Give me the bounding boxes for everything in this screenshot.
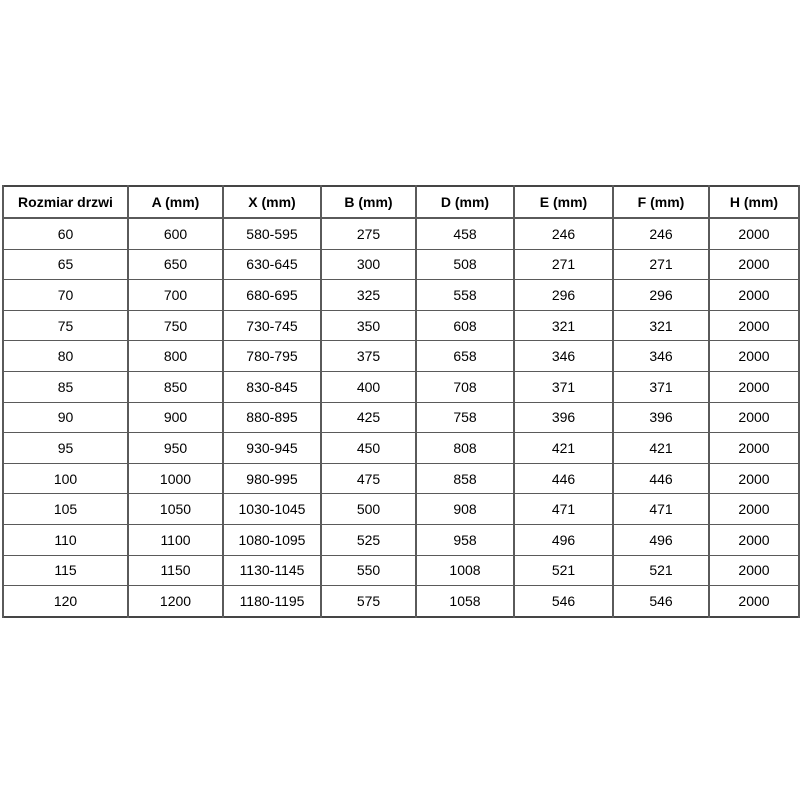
column-header: A (mm)	[128, 186, 223, 218]
table-cell: 346	[613, 341, 709, 372]
table-cell: 421	[613, 433, 709, 464]
table-cell: 900	[128, 402, 223, 433]
column-header: F (mm)	[613, 186, 709, 218]
table-row	[3, 371, 799, 402]
table-row	[3, 586, 799, 617]
table-cell: 325	[321, 280, 416, 311]
table-cell: 858	[416, 463, 514, 494]
table-header-row	[3, 186, 799, 218]
table-cell: 758	[416, 402, 514, 433]
table-row	[3, 341, 799, 372]
table-cell: 1008	[416, 555, 514, 586]
table-cell: 525	[321, 524, 416, 555]
table-cell: 371	[613, 371, 709, 402]
table-cell: 400	[321, 371, 416, 402]
table-cell: 300	[321, 249, 416, 280]
table-cell: 700	[128, 280, 223, 311]
table-cell: 1180-1195	[223, 586, 321, 617]
table-cell: 271	[613, 249, 709, 280]
column-header: E (mm)	[514, 186, 613, 218]
table-cell: 471	[613, 494, 709, 525]
table-row	[3, 402, 799, 433]
table-cell: 2000	[709, 494, 799, 525]
table-cell: 750	[128, 310, 223, 341]
column-header: Rozmiar drzwi	[3, 186, 128, 218]
table-cell: 75	[3, 310, 128, 341]
table-row	[3, 280, 799, 311]
table-cell: 425	[321, 402, 416, 433]
table-cell: 2000	[709, 371, 799, 402]
table-cell: 500	[321, 494, 416, 525]
column-header: H (mm)	[709, 186, 799, 218]
column-header: B (mm)	[321, 186, 416, 218]
table-cell: 808	[416, 433, 514, 464]
table-cell: 980-995	[223, 463, 321, 494]
table-cell: 2000	[709, 586, 799, 617]
table-cell: 450	[321, 433, 416, 464]
table-cell: 65	[3, 249, 128, 280]
table-cell: 2000	[709, 402, 799, 433]
table-cell: 850	[128, 371, 223, 402]
table-cell: 958	[416, 524, 514, 555]
door-size-table	[2, 185, 800, 618]
table-cell: 458	[416, 218, 514, 249]
table-cell: 600	[128, 218, 223, 249]
column-header: X (mm)	[223, 186, 321, 218]
table-cell: 930-945	[223, 433, 321, 464]
table-cell: 296	[613, 280, 709, 311]
table-row	[3, 310, 799, 341]
table-cell: 521	[613, 555, 709, 586]
table-cell: 246	[613, 218, 709, 249]
table-cell: 2000	[709, 524, 799, 555]
table-cell: 346	[514, 341, 613, 372]
table-cell: 2000	[709, 341, 799, 372]
table-cell: 730-745	[223, 310, 321, 341]
table-row	[3, 555, 799, 586]
table-cell: 830-845	[223, 371, 321, 402]
table-row	[3, 494, 799, 525]
table-cell: 950	[128, 433, 223, 464]
table-cell: 70	[3, 280, 128, 311]
table-body	[3, 218, 799, 617]
table-cell: 546	[514, 586, 613, 617]
table-cell: 271	[514, 249, 613, 280]
table-cell: 2000	[709, 310, 799, 341]
table-cell: 60	[3, 218, 128, 249]
table-cell: 2000	[709, 280, 799, 311]
table-cell: 546	[613, 586, 709, 617]
table-cell: 396	[514, 402, 613, 433]
table-cell: 1058	[416, 586, 514, 617]
table-cell: 496	[514, 524, 613, 555]
table-cell: 2000	[709, 249, 799, 280]
table-cell: 120	[3, 586, 128, 617]
table-row	[3, 433, 799, 464]
table-row	[3, 218, 799, 249]
table-cell: 446	[514, 463, 613, 494]
table-cell: 90	[3, 402, 128, 433]
table-cell: 296	[514, 280, 613, 311]
table-cell: 2000	[709, 433, 799, 464]
table-row	[3, 249, 799, 280]
column-header: D (mm)	[416, 186, 514, 218]
table-cell: 580-595	[223, 218, 321, 249]
table-cell: 658	[416, 341, 514, 372]
table-row	[3, 524, 799, 555]
table-cell: 630-645	[223, 249, 321, 280]
table-cell: 1000	[128, 463, 223, 494]
table-cell: 608	[416, 310, 514, 341]
table-cell: 371	[514, 371, 613, 402]
table-cell: 550	[321, 555, 416, 586]
table-cell: 508	[416, 249, 514, 280]
table-cell: 110	[3, 524, 128, 555]
table-cell: 650	[128, 249, 223, 280]
table-cell: 680-695	[223, 280, 321, 311]
table-cell: 2000	[709, 463, 799, 494]
table-cell: 780-795	[223, 341, 321, 372]
table-cell: 575	[321, 586, 416, 617]
table-header-row	[3, 186, 799, 218]
table-cell: 1080-1095	[223, 524, 321, 555]
table-cell: 350	[321, 310, 416, 341]
table-cell: 908	[416, 494, 514, 525]
table-cell: 880-895	[223, 402, 321, 433]
table-cell: 1030-1045	[223, 494, 321, 525]
table-cell: 1150	[128, 555, 223, 586]
table-cell: 496	[613, 524, 709, 555]
table-cell: 396	[613, 402, 709, 433]
table-cell: 85	[3, 371, 128, 402]
table-cell: 421	[514, 433, 613, 464]
table-cell: 115	[3, 555, 128, 586]
table-cell: 1130-1145	[223, 555, 321, 586]
table-cell: 558	[416, 280, 514, 311]
table-cell: 100	[3, 463, 128, 494]
table-cell: 800	[128, 341, 223, 372]
table-cell: 446	[613, 463, 709, 494]
table-cell: 80	[3, 341, 128, 372]
table-cell: 2000	[709, 218, 799, 249]
table-cell: 321	[514, 310, 613, 341]
table-cell: 471	[514, 494, 613, 525]
table-cell: 1100	[128, 524, 223, 555]
table-cell: 95	[3, 433, 128, 464]
table-cell: 375	[321, 341, 416, 372]
table-cell: 105	[3, 494, 128, 525]
table-cell: 1200	[128, 586, 223, 617]
table-cell: 321	[613, 310, 709, 341]
table-row	[3, 463, 799, 494]
table-cell: 1050	[128, 494, 223, 525]
table-cell: 2000	[709, 555, 799, 586]
table-cell: 246	[514, 218, 613, 249]
table-cell: 475	[321, 463, 416, 494]
table-cell: 708	[416, 371, 514, 402]
table-cell: 275	[321, 218, 416, 249]
table-cell: 521	[514, 555, 613, 586]
